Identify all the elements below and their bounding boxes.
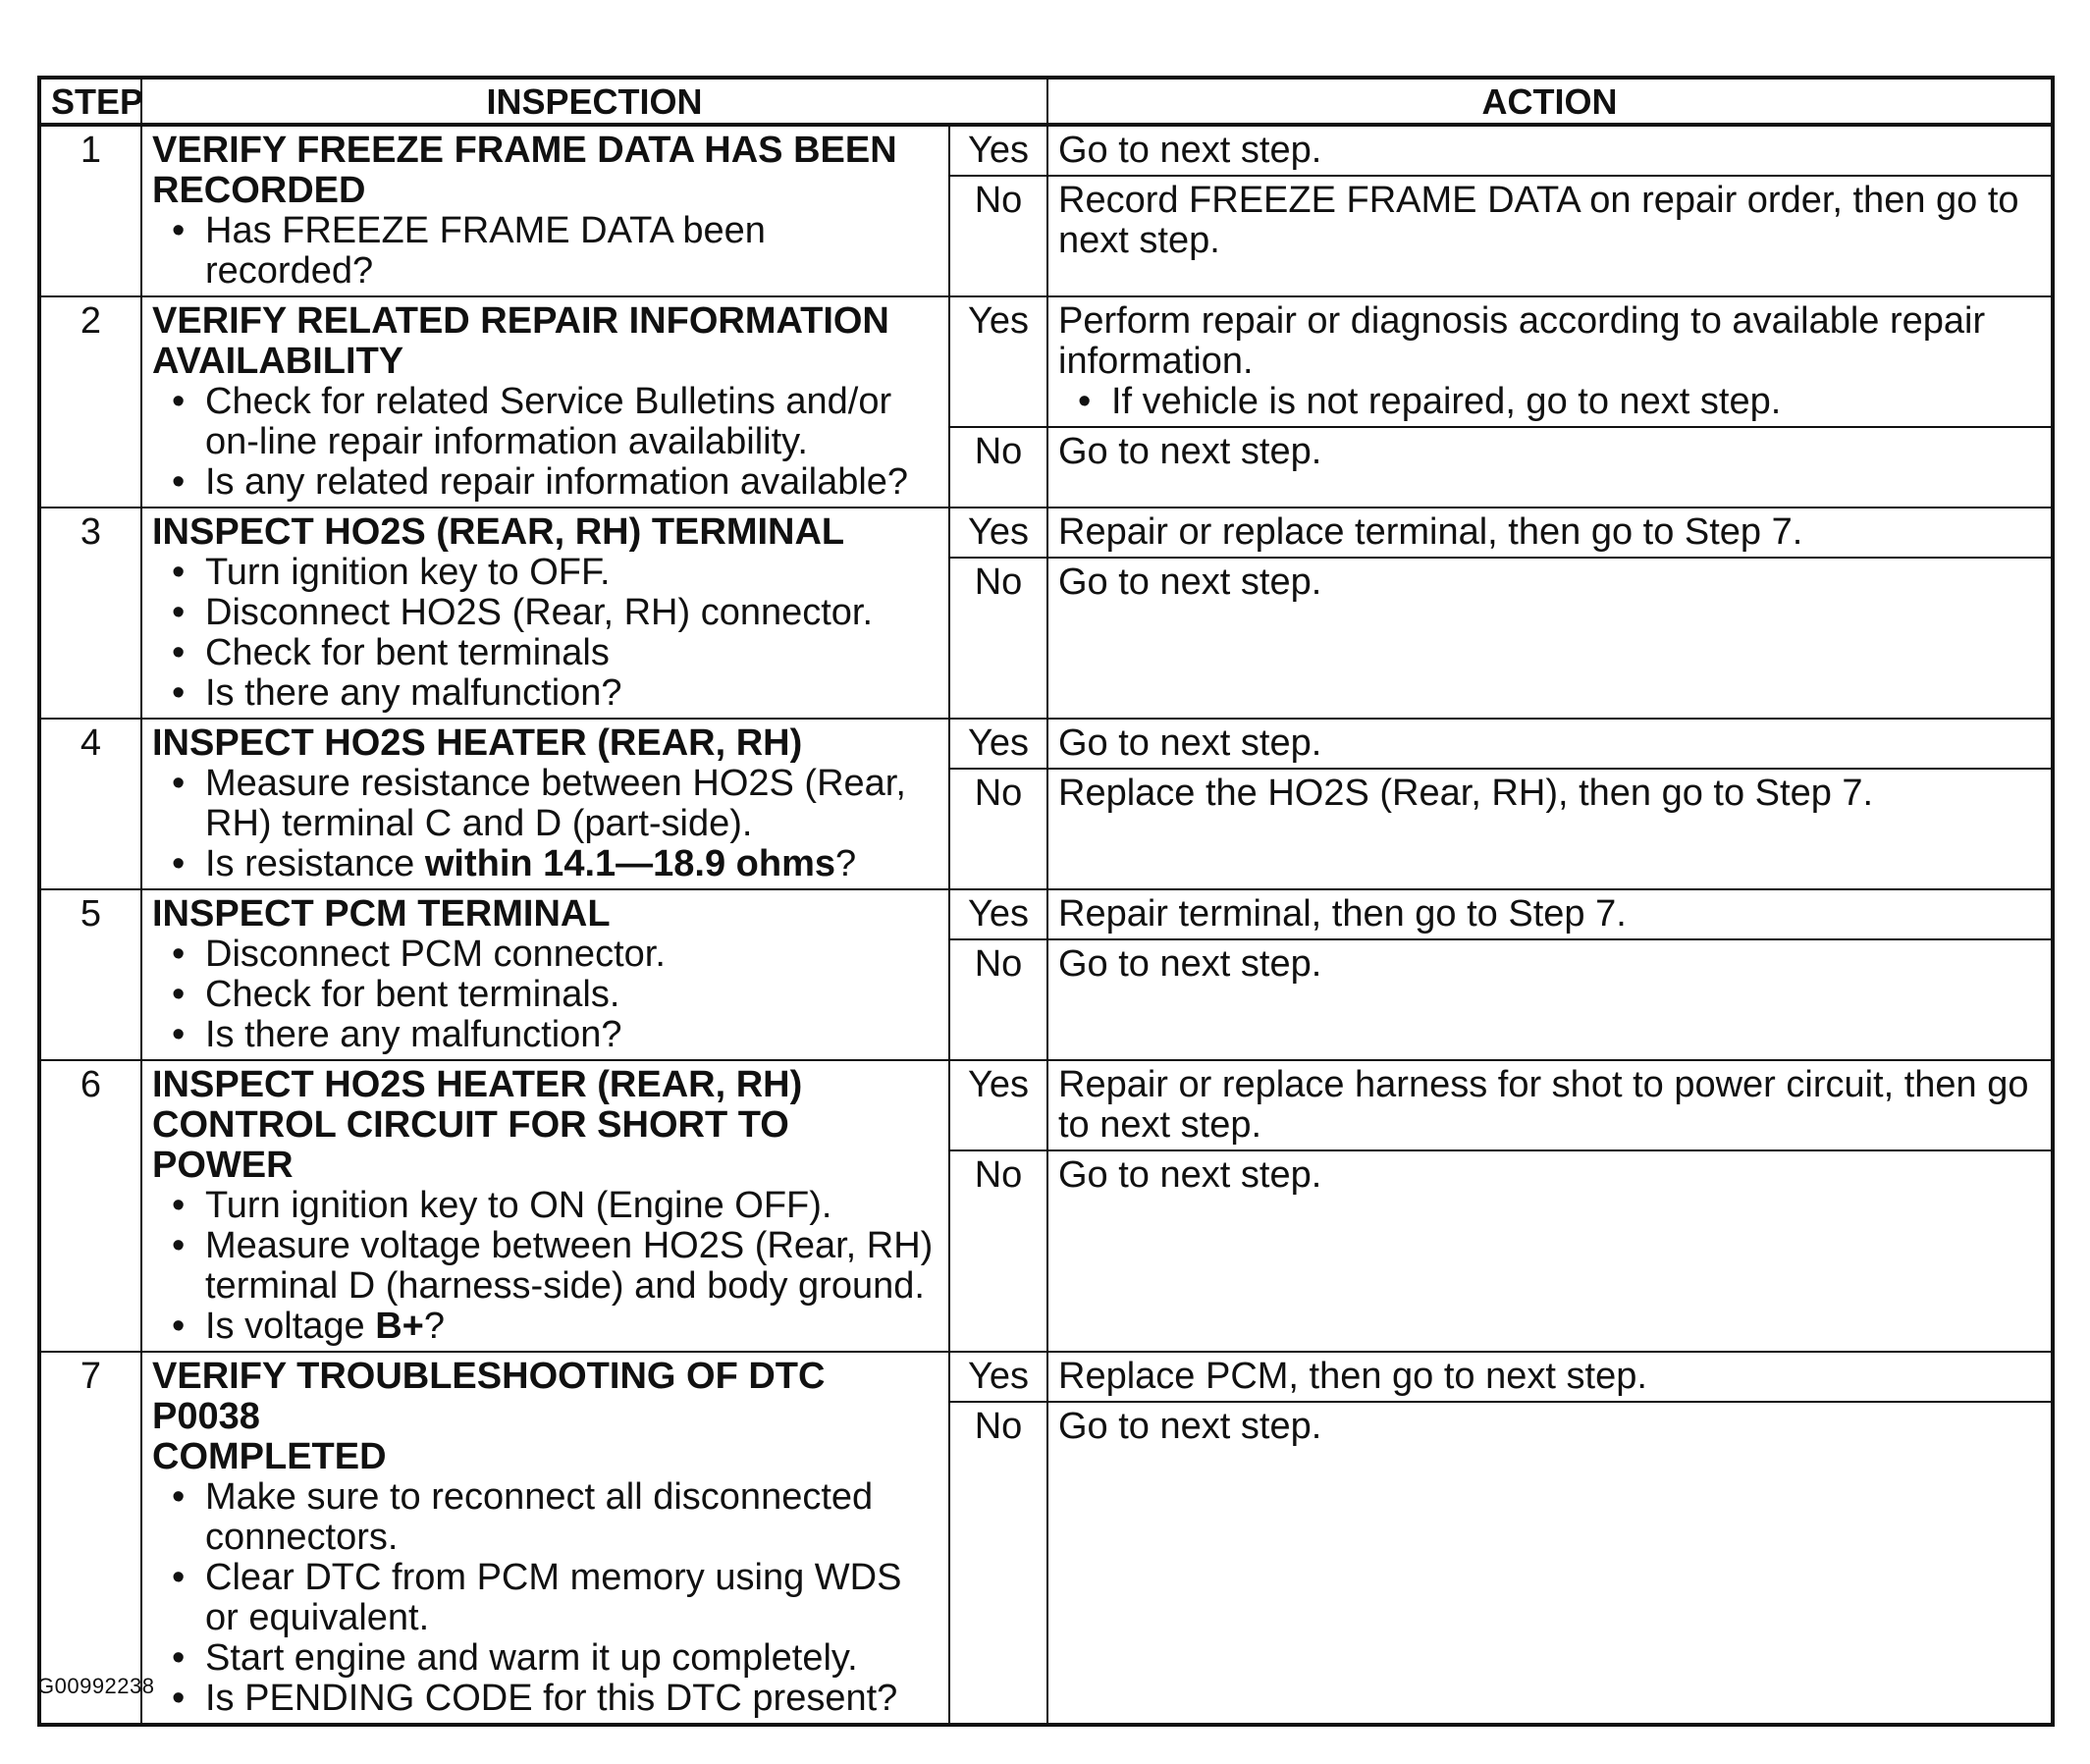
inspection-bullet: • Start engine and warm it up completely. [205, 1638, 938, 1679]
bullet-text: ? [423, 1306, 445, 1347]
no-action: Go to next step. [1047, 1402, 2053, 1725]
step-number: 4 [39, 719, 141, 889]
inspection-bullet [205, 1307, 938, 1347]
inspection-title: RECORDED [152, 170, 366, 211]
action-bullets [1058, 382, 2041, 422]
step-number: 6 [39, 1060, 141, 1352]
step-row-yes [39, 508, 2053, 558]
yes-label: Yes [949, 508, 1047, 558]
step-number: 7 [39, 1352, 141, 1725]
yes-label: Yes [949, 1352, 1047, 1402]
inspection-bullet [205, 844, 938, 884]
inspection-cell [141, 1060, 949, 1352]
inspection-cell [141, 508, 949, 719]
step-row-yes [39, 296, 2053, 427]
inspection-bullet: • Is PENDING CODE for this DTC present? [205, 1679, 938, 1719]
yes-action [1047, 719, 2053, 769]
step-number: 2 [39, 296, 141, 508]
step-row-yes [39, 125, 2053, 176]
no-label: No [949, 1402, 1047, 1725]
inspection-title: VERIFY FREEZE FRAME DATA HAS BEEN [152, 130, 897, 171]
yes-action-text: Go to next step. [1058, 722, 1322, 764]
inspection-cell [141, 125, 949, 296]
yes-label: Yes [949, 1060, 1047, 1150]
inspection-title: INSPECT PCM TERMINAL [152, 893, 611, 935]
inspection-bullet: • Is there any malfunction? [205, 1015, 938, 1055]
step-row-yes [39, 719, 2053, 769]
inspection-bullet: • Measure voltage between HO2S (Rear, RH) terminal D (harness-side) and body ground. [205, 1226, 938, 1307]
yes-action [1047, 508, 2053, 558]
no-label: No [949, 939, 1047, 1060]
bullet-text: Is resistance [205, 843, 425, 884]
yes-action [1047, 1060, 2053, 1150]
bullet-spec-value: B+ [375, 1306, 424, 1347]
no-action: Go to next step. [1047, 558, 2053, 719]
inspection-bullet: • Check for related Service Bulletins and/or on-line repair information availability. [205, 382, 938, 462]
inspection-cell [141, 719, 949, 889]
table-header-row [39, 78, 2053, 125]
inspection-bullet: • Is any related repair information available? [205, 462, 938, 503]
inspection-bullets [152, 553, 938, 714]
yes-action-text: Go to next step. [1058, 130, 1322, 171]
inspection-title: INSPECT HO2S (REAR, RH) TERMINAL [152, 511, 845, 553]
inspection-bullet: • Has FREEZE FRAME DATA been recorded? [205, 211, 938, 292]
header-action: ACTION [1047, 78, 2053, 125]
inspection-bullet: • Make sure to reconnect all disconnected connectors. [205, 1477, 938, 1558]
inspection-cell [141, 296, 949, 508]
inspection-title: COMPLETED [152, 1436, 387, 1477]
step-number: 1 [39, 125, 141, 296]
yes-action [1047, 889, 2053, 939]
header-step: STEP [39, 78, 141, 125]
table-body [39, 125, 2053, 1725]
inspection-bullets [152, 764, 938, 884]
yes-action-text: Repair or replace terminal, then go to Step 7. [1058, 511, 1803, 553]
yes-action [1047, 296, 2053, 427]
no-label: No [949, 558, 1047, 719]
yes-label: Yes [949, 296, 1047, 427]
inspection-bullet: • Disconnect PCM connector. [205, 935, 938, 975]
yes-action-text: Replace PCM, then go to next step. [1058, 1356, 1647, 1397]
inspection-bullet: • Measure resistance between HO2S (Rear, RH) terminal C and D (part-side). [205, 764, 938, 844]
no-action: Replace the HO2S (Rear, RH), then go to Step 7. [1047, 769, 2053, 889]
no-action: Go to next step. [1047, 427, 2053, 508]
yes-label: Yes [949, 125, 1047, 176]
inspection-cell [141, 1352, 949, 1725]
no-label: No [949, 769, 1047, 889]
no-label: No [949, 427, 1047, 508]
step-row-yes [39, 1060, 2053, 1150]
inspection-cell [141, 889, 949, 1060]
no-label: No [949, 1150, 1047, 1352]
no-label: No [949, 176, 1047, 296]
no-action: Go to next step. [1047, 1150, 2053, 1352]
inspection-bullet: • Check for bent terminals. [205, 975, 938, 1015]
inspection-bullet: • Turn ignition key to ON (Engine OFF). [205, 1186, 938, 1226]
inspection-bullets [152, 211, 938, 292]
no-action: Go to next step. [1047, 939, 2053, 1060]
inspection-bullet: • Turn ignition key to OFF. [205, 553, 938, 593]
step-number: 3 [39, 508, 141, 719]
inspection-bullet: • Check for bent terminals [205, 633, 938, 673]
inspection-bullets [152, 1477, 938, 1719]
inspection-title: CONTROL CIRCUIT FOR SHORT TO POWER [152, 1104, 789, 1186]
inspection-title: INSPECT HO2S HEATER (REAR, RH) [152, 722, 803, 764]
yes-action-text: Repair or replace harness for shot to power circuit, then go to next step. [1058, 1064, 2029, 1146]
inspection-title: VERIFY RELATED REPAIR INFORMATION [152, 300, 889, 342]
no-action: Record FREEZE FRAME DATA on repair order, then go to next step. [1047, 176, 2053, 296]
inspection-title: INSPECT HO2S HEATER (REAR, RH) [152, 1064, 803, 1105]
inspection-bullet: • Clear DTC from PCM memory using WDS or equivalent. [205, 1558, 938, 1638]
step-row-yes [39, 889, 2053, 939]
inspection-title: AVAILABILITY [152, 341, 404, 382]
inspection-bullets [152, 1186, 938, 1347]
inspection-bullet: • Disconnect HO2S (Rear, RH) connector. [205, 593, 938, 633]
yes-label: Yes [949, 889, 1047, 939]
bullet-text: ? [835, 843, 857, 884]
yes-action-text: Perform repair or diagnosis according to available repair information. [1058, 300, 1986, 382]
diagnostic-procedure-table [37, 76, 2055, 1727]
inspection-bullets [152, 935, 938, 1055]
inspection-title: VERIFY TROUBLESHOOTING OF DTC P0038 [152, 1356, 826, 1437]
yes-action-text: Repair terminal, then go to Step 7. [1058, 893, 1627, 935]
action-bullet: • If vehicle is not repaired, go to next step. [1111, 382, 2041, 422]
yes-label: Yes [949, 719, 1047, 769]
inspection-bullet: • Is there any malfunction? [205, 673, 938, 714]
header-inspection: INSPECTION [141, 78, 1047, 125]
step-row-yes [39, 1352, 2053, 1402]
yes-action [1047, 125, 2053, 176]
inspection-bullets [152, 382, 938, 503]
bullet-text: Is voltage [205, 1306, 376, 1347]
figure-id: G00992238 [37, 1674, 155, 1698]
step-number: 5 [39, 889, 141, 1060]
yes-action [1047, 1352, 2053, 1402]
bullet-spec-value: within 14.1—18.9 ohms [424, 843, 836, 884]
